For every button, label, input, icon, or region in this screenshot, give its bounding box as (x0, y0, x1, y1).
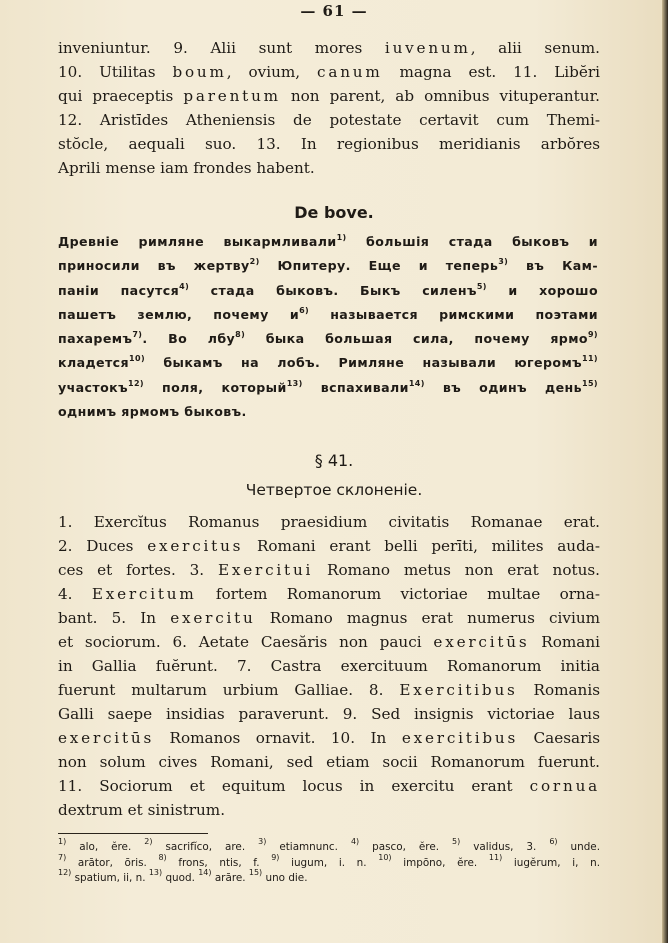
page-number: — 61 — (300, 2, 368, 20)
text-segment: spatium, ii, n. (71, 872, 149, 884)
text-segment: non parent, ab omnibus vituperantur. (280, 87, 600, 105)
text-line (58, 279, 598, 303)
text-segment: validus, 3. (460, 841, 550, 853)
text-line (58, 351, 598, 375)
text-line (58, 582, 600, 606)
text-segment: Aprili mense iam frondes habent. (58, 159, 315, 177)
footnote-marker: 2) (144, 837, 153, 846)
footnotes (58, 837, 601, 887)
text-line (58, 558, 600, 582)
text-line (58, 376, 598, 400)
spaced-emphasis-word: exercitūs (58, 729, 155, 747)
footnote-marker: 9) (587, 330, 598, 340)
text-segment: magna est. 11. Libĕri (382, 63, 600, 81)
text-segment: называется римскими поэтами (309, 306, 598, 322)
text-segment: 4. (58, 585, 92, 603)
text-segment: Caesaris (518, 729, 600, 747)
spaced-emphasis-word: boum (172, 63, 227, 81)
text-line (58, 327, 598, 351)
text-segment: большія стада быковъ и (346, 234, 598, 249)
text-line (58, 678, 600, 702)
section-title: Четвертое склоненіе. (245, 481, 423, 499)
text-segment: non solum cives Romani, sed etiam socii Romanorum fuerunt. (58, 753, 600, 771)
text-line (58, 84, 600, 108)
text-segment: arātor, ōris. (66, 856, 159, 869)
footnote-marker: 7) (58, 852, 67, 862)
text-segment: sacrifĭco, are. (152, 841, 259, 853)
text-segment: въ одинъ день (424, 379, 582, 395)
text-segment: fuerunt multarum urbium Galliae. 8. (58, 681, 400, 699)
footnote-marker: 15) (248, 868, 263, 877)
text-line (58, 726, 600, 750)
text-segment: iugĕrum, i, n. (502, 856, 601, 869)
section-number: § 41. (314, 451, 354, 470)
text-segment: стада быковъ. Быкъ силенъ (189, 282, 477, 298)
footnote-marker: 1) (336, 233, 347, 242)
text-line (58, 510, 600, 534)
text-segment: stŏcle, aequali suo. 13. In regionibus meridianis arbŏres (58, 135, 600, 153)
text-segment: etiamnunc. (266, 841, 351, 853)
text-segment: frons, ntis, f. (166, 856, 272, 869)
text-segment: iugum, i. n. (279, 856, 379, 869)
spaced-emphasis-word: parentum (183, 87, 281, 105)
footnote-separator (58, 833, 208, 834)
spaced-emphasis-word: Exercitum (91, 585, 197, 603)
page-edge-shadow (662, 0, 668, 943)
text-line (58, 837, 600, 856)
text-line (58, 254, 598, 278)
footnote-marker: 5) (476, 281, 487, 291)
latin-sentences-paragraph (58, 36, 600, 180)
text-line (58, 868, 600, 887)
text-segment: быкамъ на лобъ. Римляне называли югеромъ (145, 355, 582, 371)
text-segment: dextrum et sinistrum. (58, 801, 226, 819)
reading-heading: De bove. (294, 203, 374, 222)
spaced-emphasis-word: iuvenum (384, 39, 471, 57)
footnote-marker: 6) (549, 837, 558, 846)
text-segment: arāre. (211, 872, 249, 884)
text-segment: въ Кам- (508, 258, 598, 274)
footnote-marker: 8) (158, 852, 167, 862)
footnote-marker: 3) (498, 257, 509, 267)
text-line (58, 606, 600, 630)
text-segment: быка большая сила, почему ярмо (245, 331, 588, 347)
text-line (58, 400, 598, 424)
spaced-emphasis-word: exercitūs (433, 633, 530, 651)
text-segment: Romano magnus erat numerus civium (255, 609, 601, 627)
text-segment: и хорошо (486, 282, 598, 298)
text-segment: Romani erant belli perīti, milites auda- (243, 537, 600, 555)
text-segment: однимъ ярмомъ быковъ. (58, 404, 247, 420)
text-segment: qui praeceptis (58, 87, 184, 105)
text-segment: uno die. (262, 872, 308, 884)
text-line (58, 303, 598, 327)
text-line (58, 774, 600, 798)
spaced-emphasis-word: Exercitui (217, 561, 314, 579)
text-segment: 1. Exercĭtus Romanus praesidium civitatis Romanae erat. (58, 513, 600, 531)
text-line (58, 108, 600, 132)
text-line (58, 230, 598, 254)
text-segment: , ovium, (226, 63, 318, 81)
text-line (58, 654, 600, 678)
text-segment: Romani (529, 633, 600, 651)
footnote-marker: 12) (127, 378, 144, 388)
footnote-marker: 12) (58, 868, 72, 877)
footnote-marker: 4) (350, 837, 360, 846)
text-segment: 11. Sociorum et equitum locus in exercitu erant (58, 777, 530, 795)
text-line (58, 702, 600, 726)
footnote-marker: 2) (249, 257, 260, 267)
footnote-marker: 14) (198, 868, 212, 877)
spaced-emphasis-word: cornua (529, 777, 600, 795)
text-segment: Древніе римляне выкармливали (58, 234, 337, 249)
text-segment: вспахивали (302, 379, 409, 395)
text-segment: 10. Utilitas (58, 63, 173, 81)
text-segment: alo, ĕre. (66, 841, 145, 853)
text-segment: участокъ (58, 379, 128, 395)
footnote-marker: 6) (299, 305, 310, 315)
text-segment: приносили въ жертву (58, 258, 250, 274)
text-line (58, 60, 600, 84)
text-segment: кладется (58, 355, 130, 371)
text-line (58, 534, 600, 558)
spaced-emphasis-word: canum (317, 63, 383, 81)
text-segment: Romanis (517, 681, 600, 699)
footnote-marker: 13) (148, 868, 163, 877)
text-segment: quod. (162, 872, 199, 884)
footnote-marker: 9) (271, 852, 280, 862)
text-segment: unde. (557, 841, 600, 853)
text-line (58, 132, 600, 156)
text-segment: Galli saepe insidias paraverunt. 9. Sed insignis victoriae laus (58, 705, 600, 723)
text-line (58, 750, 600, 774)
text-segment: et sociorum. 6. Aetate Caesăris non pauci (58, 633, 434, 651)
text-line (58, 630, 600, 654)
text-line (58, 36, 600, 60)
text-segment: , alii senum. (470, 39, 600, 57)
text-segment: pasco, ĕre. (359, 841, 453, 853)
text-segment: паніи пасутся (58, 282, 180, 298)
footnote-marker: 4) (179, 281, 190, 291)
footnote-marker: 13) (286, 378, 303, 388)
text-line (58, 798, 600, 822)
footnote-marker: 10) (378, 852, 392, 862)
text-segment: in Gallia fuĕrunt. 7. Castra exercituum Romanorum initia (58, 657, 600, 675)
footnote-marker: 1) (58, 837, 67, 846)
text-segment: Юпитеру. Еще и теперь (259, 258, 499, 274)
spaced-emphasis-word: exercitibus (401, 729, 519, 747)
spaced-emphasis-word: Exercitibus (399, 681, 518, 699)
text-segment: fortem Romanorum victoriae multae orna- (196, 585, 600, 603)
text-segment: пашетъ землю, почему и (58, 306, 300, 322)
text-line (58, 156, 600, 180)
text-segment: ces et fortes. 3. (58, 561, 218, 579)
text-segment: Romano metus non erat notus. (313, 561, 600, 579)
spaced-emphasis-word: exercitu (170, 609, 256, 627)
text-segment: inveniuntur. 9. Alii sunt mores (58, 39, 385, 57)
footnote-marker: 10) (129, 354, 146, 364)
footnote-marker: 7) (132, 330, 143, 340)
text-segment: пахаремъ (58, 331, 133, 347)
text-segment: impōno, ĕre. (391, 856, 489, 869)
text-segment: Romanos ornavit. 10. In (154, 729, 402, 747)
footnote-marker: 11) (582, 354, 598, 364)
text-segment: 2. Duces (58, 537, 148, 555)
text-segment: bant. 5. In (58, 609, 171, 627)
footnote-marker: 8) (235, 330, 246, 340)
text-segment: 12. Aristīdes Atheniensis de potestate certavit cum Themi- (58, 111, 600, 129)
text-line (58, 852, 601, 872)
spaced-emphasis-word: exercitus (147, 537, 244, 555)
footnote-marker: 5) (452, 837, 461, 846)
text-segment: поля, который (143, 379, 287, 395)
footnote-marker: 11) (488, 852, 503, 862)
footnote-marker: 3) (258, 837, 267, 846)
footnote-marker: 15) (582, 378, 598, 388)
footnote-marker: 14) (408, 378, 425, 388)
russian-translation-exercise (58, 230, 598, 424)
text-segment: . Во лбу (142, 331, 236, 347)
exercitus-exercise-paragraph (58, 510, 600, 822)
